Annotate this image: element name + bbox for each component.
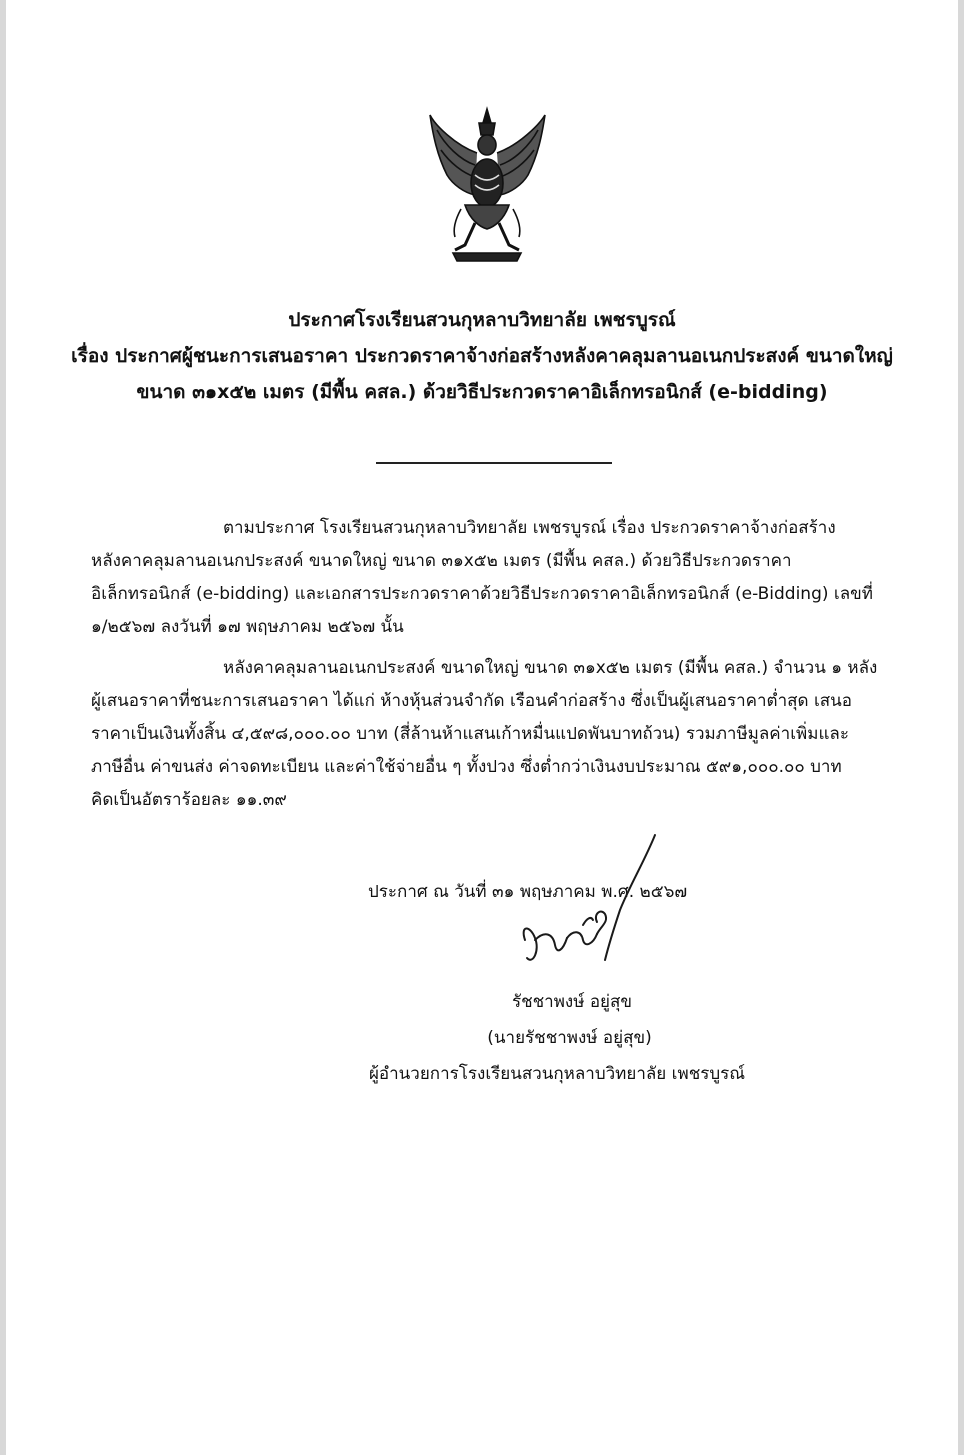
signatory-name: รัชชาพงษ์ อยู่สุข [511, 992, 633, 1012]
para1-line-2: หลังคาคลุมลานอเนกประสงค์ ขนาดใหญ่ ขนาด ๓๑x๕๒ เมตร (มีพื้น คสล.) ด้วยวิธีประกวดราคา [91, 551, 792, 571]
para2-line-3: ราคาเป็นเงินทั้งสิ้น ๔,๕๙๘,๐๐๐.๐๐ บาท (สี่ล้านห้าแสนเก้าหมื่นแปดพันบาทถ้วน) รวมภาษีมูลค่าเพิ่มและ [91, 724, 849, 744]
signatory-position: ผู้อำนวยการโรงเรียนสวนกุหลาบวิทยาลัย เพชรบูรณ์ [368, 1064, 746, 1084]
garuda-emblem-icon [425, 105, 550, 265]
title-divider [376, 462, 612, 464]
signatory-full-name: (นายรัชชาพงษ์ อยู่สุข) [487, 1028, 652, 1048]
para2-line-1: หลังคาคลุมลานอเนกประสงค์ ขนาดใหญ่ ขนาด ๓๑x๕๒ เมตร (มีพื้น คสล.) จำนวน ๑ หลัง [223, 658, 878, 678]
announcement-date: ประกาศ ณ วันที่ ๓๑ พฤษภาคม พ.ศ. ๒๕๖๗ [368, 882, 688, 902]
para2-line-2: ผู้เสนอราคาที่ชนะการเสนอราคา ได้แก่ ห้างหุ้นส่วนจำกัด เรือนคำก่อสร้าง ซึ่งเป็นผู้เสนอราคาต่ำสุด เสนอ [91, 691, 852, 711]
title-line-1: ประกาศโรงเรียนสวนกุหลาบวิทยาลัย เพชรบูรณ์ [288, 309, 676, 331]
para1-line-3: อิเล็กทรอนิกส์ (e-bidding) และเอกสารประกวดราคาด้วยวิธีประกวดราคาอิเล็กทรอนิกส์ (e-Bidding) เลขที่ [91, 584, 873, 604]
announcement-title-block [0, 302, 964, 410]
para1-line-1: ตามประกาศ โรงเรียนสวนกุหลาบวิทยาลัย เพชรบูรณ์ เรื่อง ประกวดราคาจ้างก่อสร้าง [223, 518, 836, 538]
para2-line-5: คิดเป็นอัตราร้อยละ ๑๑.๓๙ [91, 790, 287, 810]
announcement-body [91, 512, 891, 817]
handwritten-signature-icon [505, 830, 675, 970]
signatory-block [0, 984, 964, 1092]
title-line-2: เรื่อง ประกาศผู้ชนะการเสนอราคา ประกวดราคาจ้างก่อสร้างหลังคาคลุมลานอเนกประสงค์ ขนาดใหญ่ [71, 345, 893, 367]
title-line-3: ขนาด ๓๑x๕๒ เมตร (มีพื้น คสล.) ด้วยวิธีประกวดราคาอิเล็กทรอนิกส์ (e-bidding) [136, 381, 828, 403]
para2-line-4: ภาษีอื่น ค่าขนส่ง ค่าจดทะเบียน และค่าใช้จ่ายอื่น ๆ ทั้งปวง ซึ่งต่ำกว่าเงินงบประมาณ ๕๙๑,๐๐๐.๐๐ บาท [91, 757, 842, 777]
para1-line-4: ๑/๒๕๖๗ ลงวันที่ ๑๗ พฤษภาคม ๒๕๖๗ นั้น [91, 617, 404, 637]
